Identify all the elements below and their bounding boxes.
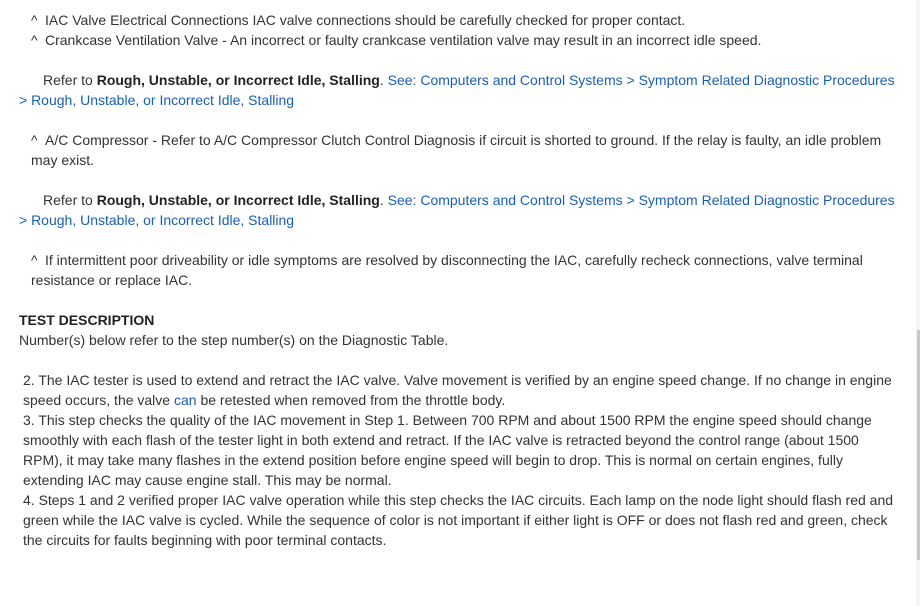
refer-bold-title: Rough, Unstable, or Incorrect Idle, Stalling xyxy=(96,72,380,88)
step-3: 3. This step checks the quality of the IAC movement in Step 1. Between 700 RPM and about 1500 RPM the engine speed should change smoothly with each flash of the tester light in both extend and retract. If the IAC valve is retracted beyond the control range (about 1500 RPM), it may take many flashes in the extend position before engine speed will begin to drop. This is normal on certain engines, fully extending IAC may cause engine stall. This may be normal. xyxy=(23,412,872,488)
bullet-text: A/C Compressor - Refer to A/C Compressor Clutch Control Diagnosis if circuit is shorted to ground. If the relay is faulty, an idle problem may exist. xyxy=(31,132,882,168)
step-text: be retested when removed from the throttle body. xyxy=(196,392,506,408)
vertical-scrollbar[interactable] xyxy=(916,0,920,606)
spacer xyxy=(19,290,901,310)
symptom-procedure-link[interactable]: See: Computers and Control Systems > Symptom Related Diagnostic Procedures > Rough, Unstable, or Incorrect Idle, Stalling xyxy=(19,192,895,228)
bullet-iac-connections xyxy=(19,10,901,30)
step-2 xyxy=(19,370,901,410)
spacer xyxy=(19,350,901,370)
bullet-crankcase-valve xyxy=(19,30,901,50)
bullet-text: IAC Valve Electrical Connections IAC valve connections should be carefully checked for proper contact. xyxy=(45,12,686,28)
test-description-intro: Number(s) below refer to the step number(s) on the Diagnostic Table. xyxy=(19,332,449,348)
bullet-ac-compressor xyxy=(19,130,901,170)
document-body xyxy=(19,10,901,550)
caret-icon: ^ xyxy=(31,252,38,268)
step-text: 2. The IAC tester is used to extend and retract the IAC valve. Valve movement is verified by an engine speed change. If no change in engine speed occurs, the valve xyxy=(23,372,892,408)
step-4: 4. Steps 1 and 2 verified proper IAC valve operation while this step checks the IAC circuits. Each lamp on the node light should flash red and green while the IAC valve is cycled. While the sequence of color is not important if either light is OFF or does not flash red and green, check the circuits for faults beginning with poor terminal contacts. xyxy=(23,492,894,548)
refer-paragraph-1 xyxy=(19,70,901,110)
caret-icon: ^ xyxy=(31,132,38,148)
spacer xyxy=(19,170,901,190)
spacer xyxy=(19,110,901,130)
refer-dot: . xyxy=(379,72,384,88)
bullet-text: Crankcase Ventilation Valve - An incorrect or faulty crankcase ventilation valve may result in an incorrect idle speed. xyxy=(45,32,762,48)
can-link[interactable]: can xyxy=(173,392,197,408)
refer-bold-title: Rough, Unstable, or Incorrect Idle, Stalling xyxy=(96,192,380,208)
caret-icon: ^ xyxy=(31,12,38,28)
spacer xyxy=(19,230,901,250)
refer-prefix: Refer to xyxy=(43,72,97,88)
refer-prefix: Refer to xyxy=(43,192,97,208)
refer-dot: . xyxy=(379,192,384,208)
bullet-text: If intermittent poor driveability or idle symptoms are resolved by disconnecting the IAC, carefully recheck connections, valve terminal resistance or replace IAC. xyxy=(31,252,863,288)
caret-icon: ^ xyxy=(31,32,38,48)
spacer xyxy=(19,50,901,70)
test-description-heading: TEST DESCRIPTION xyxy=(19,312,155,328)
refer-paragraph-2 xyxy=(19,190,901,230)
bullet-intermittent xyxy=(19,250,901,290)
symptom-procedure-link[interactable]: See: Computers and Control Systems > Symptom Related Diagnostic Procedures > Rough, Unstable, or Incorrect Idle, Stalling xyxy=(19,72,895,108)
